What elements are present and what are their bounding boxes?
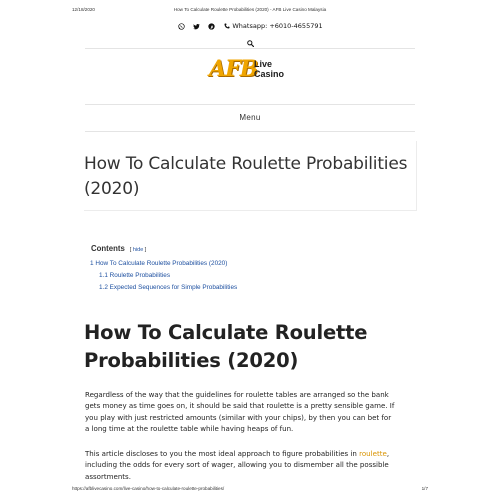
article-heading-line2: Probabilities (2020) (84, 349, 299, 372)
search-row (0, 35, 500, 47)
paragraph-2-line (85, 448, 420, 459)
print-page-number: 1/7 (421, 486, 428, 491)
table-of-contents (90, 244, 238, 291)
paragraph-1-line: gets money as time goes on, it should be said that roulette is a pretty sensible game. If (85, 401, 395, 411)
page-title-box (84, 141, 417, 211)
toc-title: Contents (91, 244, 125, 253)
print-footer (0, 486, 500, 494)
page-title-line1: How To Calculate Roulette Probabilities (84, 154, 408, 174)
toc-bracket-close: ] (144, 247, 147, 253)
phone-label: Whatsapp: +6010-4655791 (232, 22, 323, 30)
article-paragraph-2 (85, 448, 420, 482)
print-date: 12/18/2020 (72, 7, 95, 12)
paragraph-2-text: This article discloses to you the most ideal approach to figure probabilities in (85, 449, 357, 458)
phone-contact[interactable] (224, 22, 322, 30)
whatsapp-icon[interactable] (177, 22, 186, 31)
logo-line-casino: Casino (254, 69, 285, 79)
toc-toggle (130, 247, 147, 253)
roulette-link[interactable]: roulette (359, 449, 387, 458)
toc-bracket-open: [ (129, 247, 132, 253)
header-divider (85, 48, 415, 49)
paragraph-2-comma: , (386, 449, 390, 458)
print-page-title: How To Calculate Roulette Probabilities (2020) - AFB Live Casino Malaysia (173, 7, 327, 12)
page-title-line2: (2020) (84, 179, 140, 199)
site-logo[interactable] (209, 56, 293, 86)
paragraph-2-line: including the odds for every sort of wager, allowing you to dismember all the possible (85, 460, 389, 470)
pinterest-icon[interactable] (207, 22, 216, 31)
paragraph-1-line: a long time at the roulette table while having heaps of fun. (85, 423, 294, 433)
logo-line-live: Live (254, 59, 273, 69)
menu-button[interactable]: Menu (239, 113, 261, 122)
toc-item-1[interactable]: 1 How To Calculate Roulette Probabilities (2020) (90, 260, 228, 267)
nav-divider-top (85, 104, 415, 105)
toc-header (91, 244, 146, 253)
toc-hide-link[interactable]: hide (132, 247, 144, 253)
article-heading-line1: How To Calculate Roulette (84, 321, 368, 344)
paragraph-2-line: assortments. (85, 471, 131, 481)
print-url: https://afblivecasino.com/live-casino/how-to-calculate-roulette-probabilities/ (72, 486, 225, 491)
logo-brand: AFB (209, 56, 258, 82)
paragraph-1-line: Regardless of the way that the guidelines for roulette tables are arranged so the bank (85, 390, 389, 399)
toc-item-1-2[interactable]: 1.2 Expected Sequences for Simple Probabilities (99, 284, 238, 291)
twitter-icon[interactable] (192, 22, 201, 31)
print-header (0, 7, 500, 17)
article-paragraph-1 (85, 389, 420, 434)
article-heading (84, 319, 367, 375)
logo-tagline (254, 59, 284, 79)
paragraph-1-line: you play with just restricted amounts (similar with your chips), by then you can bet for (85, 412, 392, 422)
page-title (84, 152, 407, 202)
nav-divider-bottom (85, 131, 415, 132)
toc-item-1-1[interactable]: 1.1 Roulette Probabilities (99, 272, 171, 279)
phone-icon (224, 23, 230, 29)
